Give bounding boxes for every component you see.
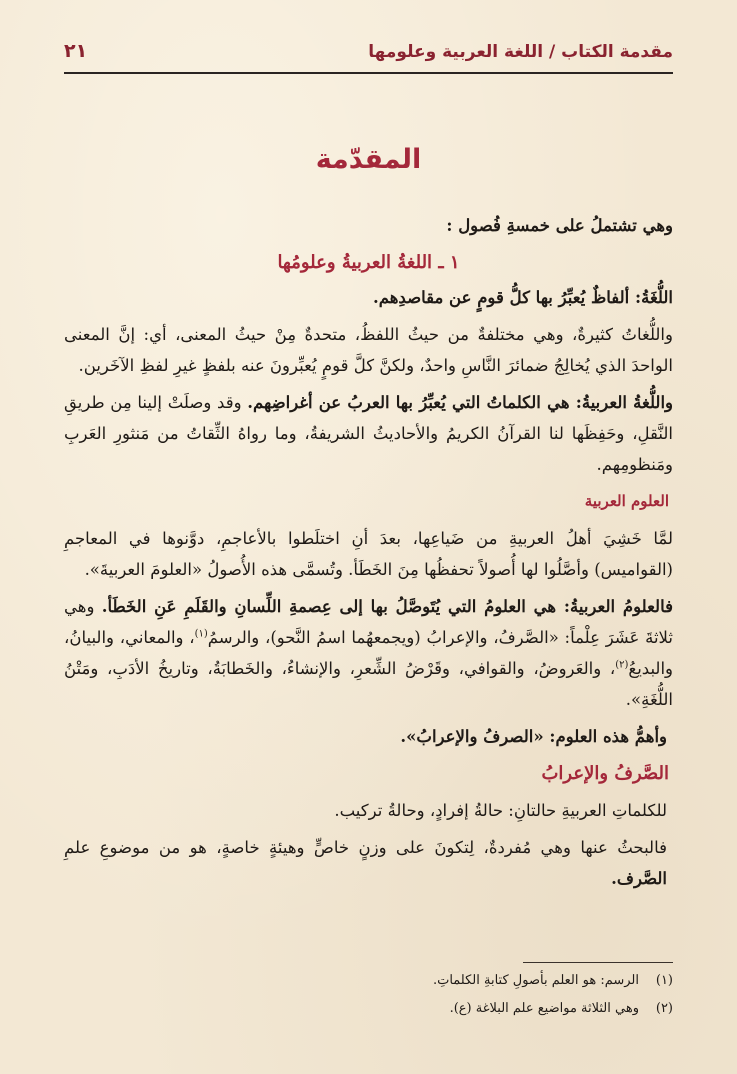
footnote-ref-1[interactable]: (١) [194,628,208,640]
paragraph-arabic-sciences [64,591,673,715]
footnote-number: (٢) [655,1001,673,1016]
definition-language: ألفاظٌ يُعبِّرُ بها كلُّ قومٍ عن مقاصدِهم. [373,288,636,307]
sciences-list-part-2: ، والمعاني، والبيانُ، والبديعُ [64,628,673,678]
morphology-sentence: فالبحثُ عنها وهي مُفردةٌ، لِتكونَ على وزنٍ خاصٍّ وهيئةٍ خاصةٍ، هو من موضوعِ علمِ [64,838,667,857]
term-arabic-language: واللُّغةُ العربيةُ: [575,393,674,412]
footnote-ref-2[interactable]: (٢) [615,659,629,671]
sciences-list-part-3: ، والعَروضُ، والقوافي، وقَرْضُ الشِّعرِ، والإنشاءُ، والخَطابَةُ، وتاريخُ الأدَبِ، ومَتْنُ اللُّغَةِ». [64,659,673,709]
footnote-text: الرسم: هو العلم بأصولِ كتابةِ الكلماتِ. [432,973,639,988]
definition-arabic-sciences: هي العلومُ التي يُتَوصَّلُ بها إلى عِصمةِ اللِّسانِ والقَلَمِ عَنِ الخَطَأ. [101,597,564,616]
term-language: اللُّغَةُ: [635,288,673,307]
page-content [64,140,673,900]
running-title: مقدمة الكتاب / اللغة العربية وعلومها [368,42,673,62]
footnote-1 [64,967,673,995]
footnote-rule [523,962,673,963]
most-important-lead: وأهمُّ هذه العلوم: [543,727,667,746]
definition-arabic-language: هي الكلماتُ التي يُعبِّرُ بها العربُ عن أغراضِهم. [247,393,576,412]
term-arabic-sciences: فالعلومُ العربيةُ: [563,597,673,616]
intro-line: وهي تشتملُ على خمسةِ فُصول : [446,216,673,235]
most-important-value: «الصرفُ والإعرابُ». [400,727,544,746]
header-rule [64,72,673,74]
footnote-number: (١) [655,973,673,988]
page-header [64,38,673,72]
paragraph-morphology [64,832,673,894]
term-morphology: الصَّرف. [611,869,667,888]
arabic-language-transmission: وقد وصلَتْ إلينا مِن طريقِ النَّقلِ، وحَفِظَها لنا القرآنُ الكريمُ والأحاديثُ الشريفةُ، وما رواهُ الثِّقاتُ من مَنثورِ العَربِ ومَنظومِهم. [64,393,673,474]
chapter-title: ١ ـ اللغةُ العربيةُ وعلومُها [277,252,460,273]
paragraph-history: لمَّا خَشِيَ أهلُ العربيةِ من ضَياعِها، بعدَ أنِ اختلَطوا بالأعاجمِ، دوَّنوها في المعاجمِ (القواميس) وأصَّلُوا لها أُصولاً تحفظُها مِنَ الخَطَأ. وتُسمَّى هذه الأُصولُ «العلومَ العربيةَ». [64,529,673,579]
footnotes [64,962,673,1023]
footnote-2 [64,995,673,1023]
sciences-list-part-1: وهي ثلاثةَ عَشَرَ عِلْماً: «الصَّرفُ، والإعرابُ (ويجمعهُما اسمُ النَّحو)، والرسمُ [64,597,673,647]
paragraph-most-important [64,721,673,752]
paragraph-languages: واللُّغاتُ كثيرةٌ، وهي مختلفةٌ من حيثُ اللفظُ، متحدةٌ مِنْ حيثُ المعنى، أي: إنَّ المعنى الواحدَ الذي يُخالِجُ ضمائرَ النَّاسِ واحدٌ، ولكنَّ كلَّ قومٍ يُعبِّرونَ عنه بلفظٍ غيرِ لفظِ الآخَرين. [64,325,673,375]
footnote-text: وهي الثلاثة مواضيع علم البلاغة (ع). [449,1001,639,1016]
section-heading-morphology-syntax: الصَّرفُ والإعرابُ [541,763,669,784]
paragraph-arabic-language [64,387,673,480]
page-number: ٢١ [64,40,88,62]
paragraph-two-states: للكلماتِ العربيةِ حالتانِ: حالةُ إفرادٍ، وحالةُ تركيب. [334,801,667,820]
main-title: المقدّمة [315,144,422,175]
section-heading-arabic-sciences: العلوم العربية [584,492,669,510]
paragraph-language-definition [64,282,673,313]
